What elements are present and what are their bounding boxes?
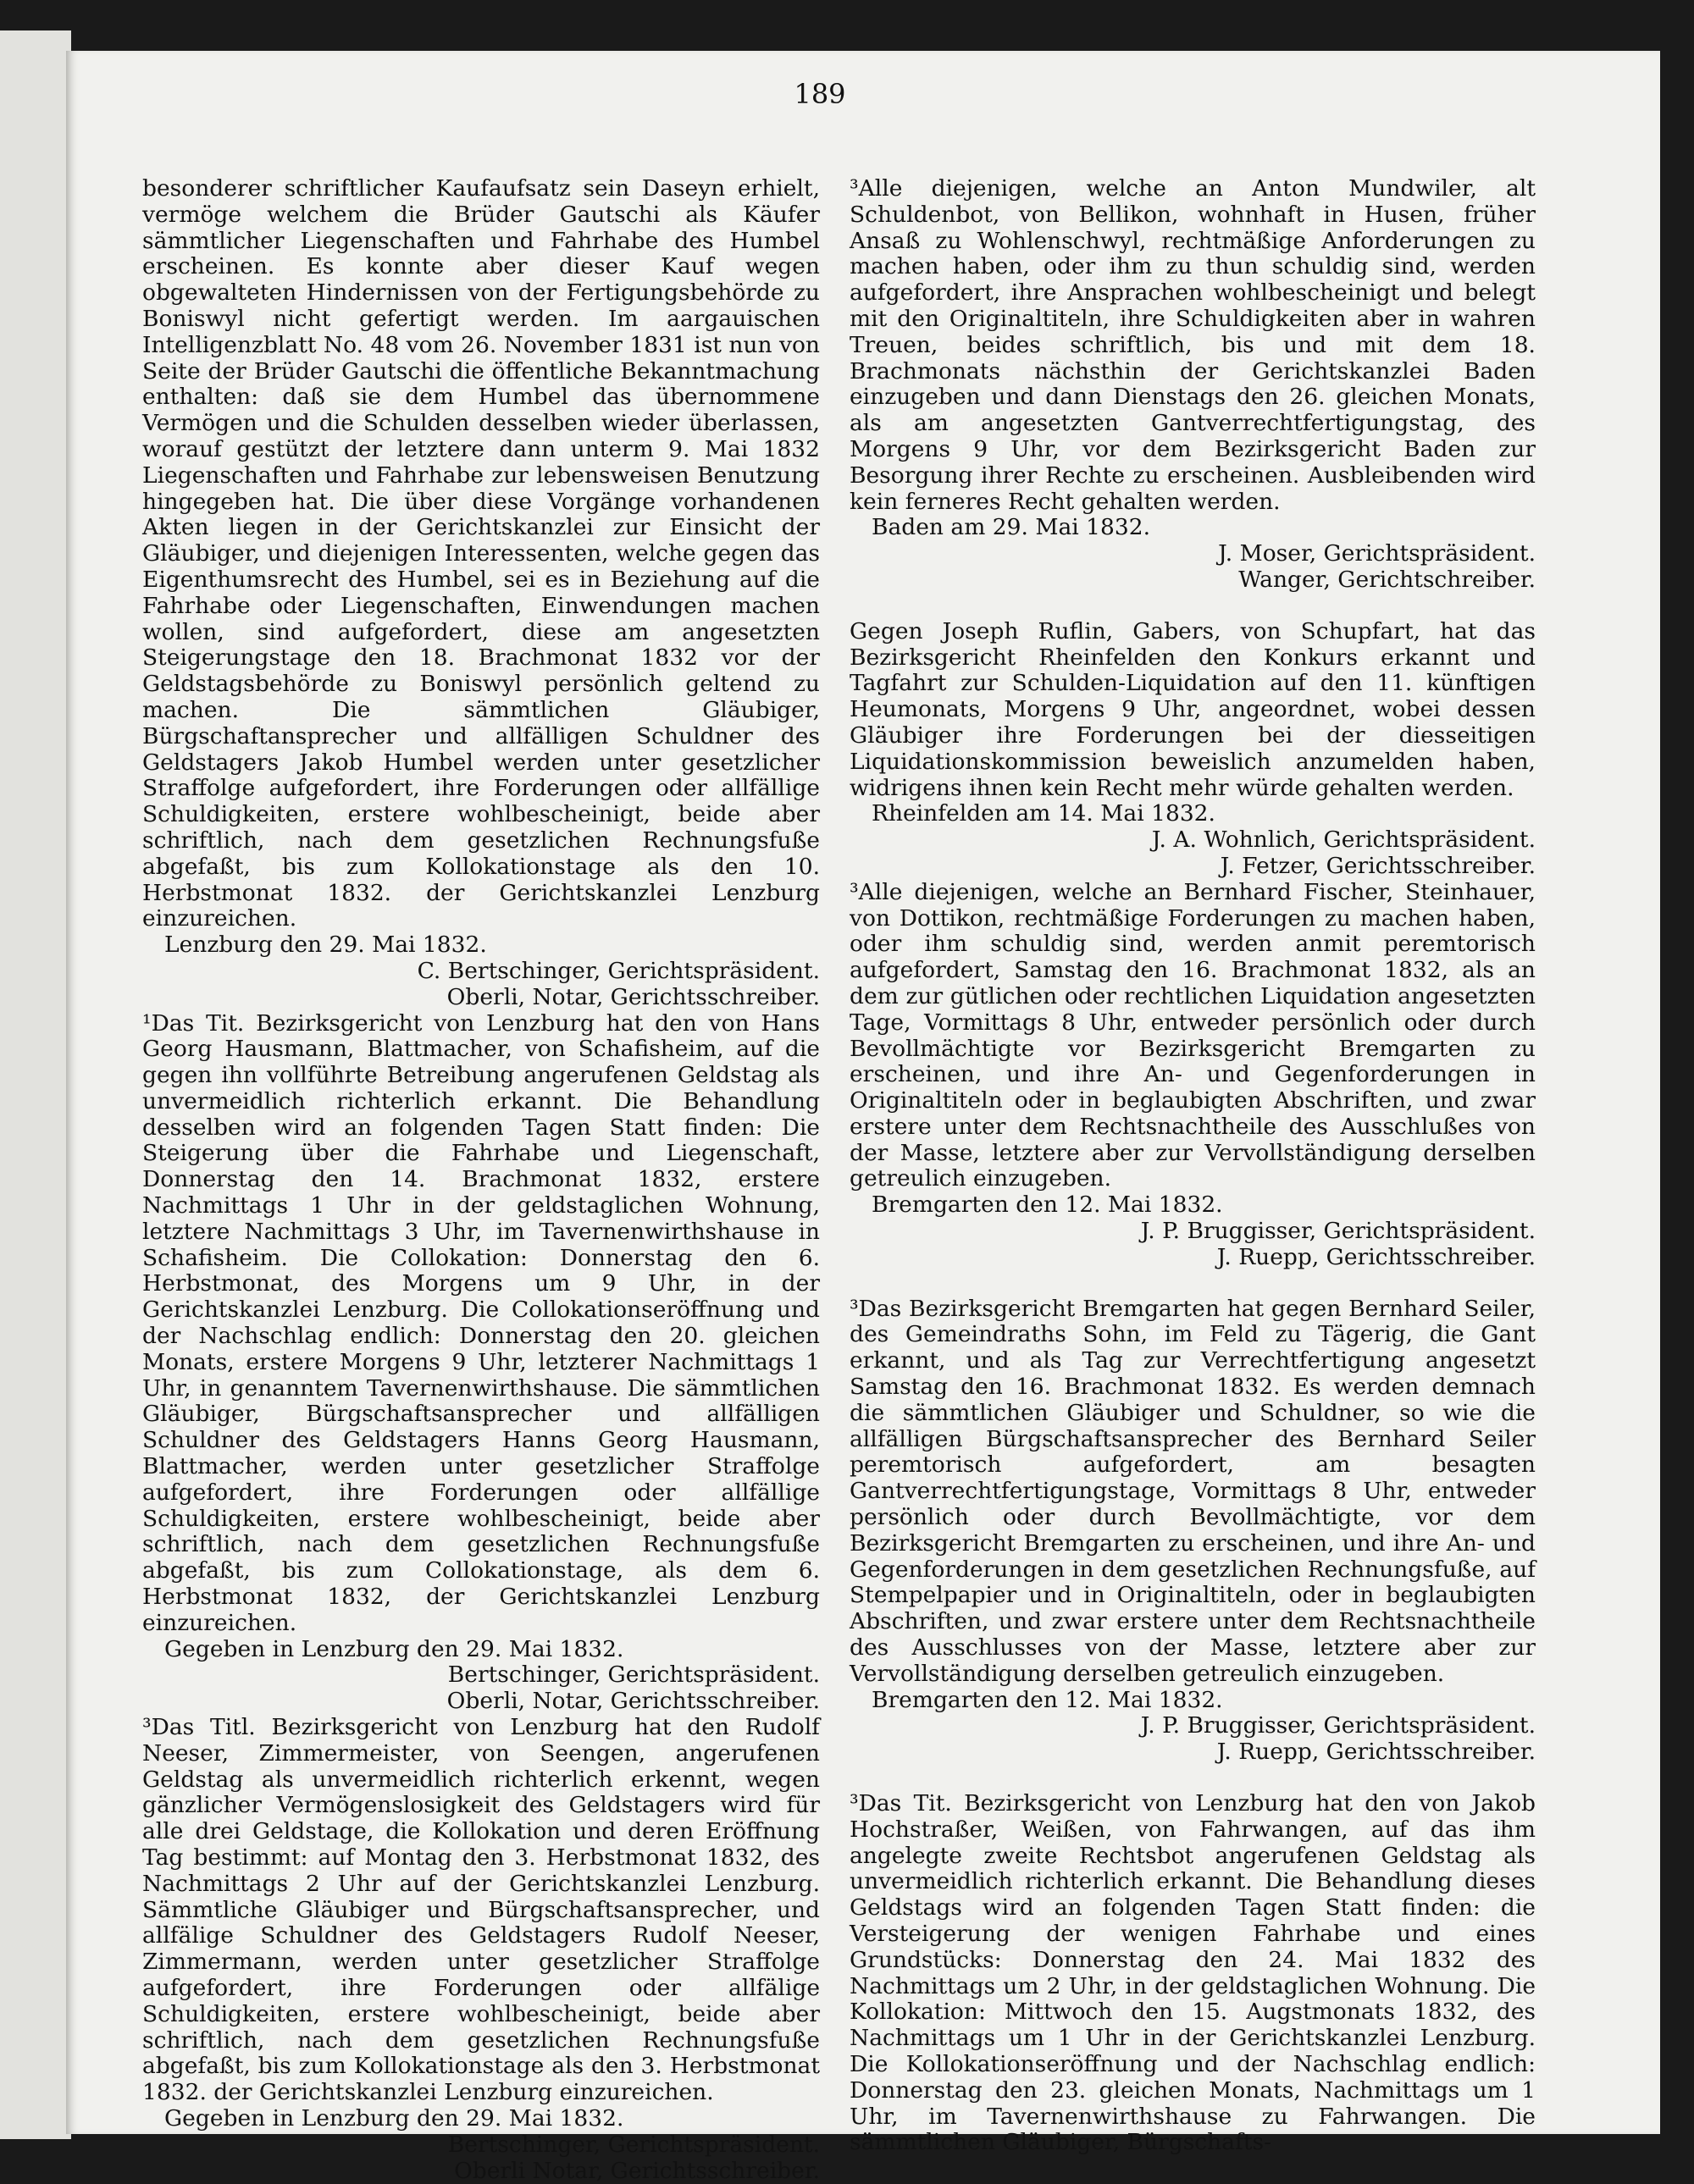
previous-page-edge xyxy=(0,30,71,2139)
notice-paragraph: ³Das Titl. Bezirksgericht von Lenzburg hat den Rudolf Neeser, Zimmermeister, von Seengen, angerufenen Geldstag als unvermeidlich richterlich erkennt, wegen gänzlicher Vermögenslosigkeit des Geldstagers wird für alle drei Geldstage, die Kollokation und deren Eröffnung Tag bestimmt: auf Montag den 3. Herbstmonat 1832, des Nachmittags 2 Uhr auf der Gerichtskanzlei Lenzburg. Sämmtliche Gläubiger und Bürgschaftsansprecher, und allfälige Schuldner des Geldstagers Rudolf Neeser, Zimmermann, werden unter gesetzlicher Straffolge aufgefordert, ihre Forderungen oder allfälige Schuldigkeiten, erstere wohlbescheinigt, beide aber schriftlich, nach dem gesetzlichen Rechnungsfuße abgefaßt, bis zum Kollokationstage als den 3. Herbstmonat 1832. der Gerichtskanzlei Lenzburg einzureichen. xyxy=(142,1714,820,2106)
scan-background xyxy=(0,0,1694,30)
signature-line: J. Ruepp, Gerichtsschreiber. xyxy=(1216,1739,1536,1766)
signature-line: Bertschinger, Gerichtspräsident. xyxy=(447,1661,820,1689)
signature-line: Oberli, Notar, Gerichtsschreiber. xyxy=(446,1688,820,1715)
signature-line: Oberli Notar, Gerichtsschreiber. xyxy=(454,2157,820,2184)
section-gap xyxy=(850,594,1536,619)
signature-line: J. Ruepp, Gerichtsschreiber. xyxy=(1216,1243,1536,1270)
date-line: Gegeben in Lenzburg den 29. Mai 1832. xyxy=(164,2104,624,2131)
date-line: Rheinfelden am 14. Mai 1832. xyxy=(872,800,1215,827)
signature-line: C. Bertschinger, Gerichtspräsident. xyxy=(417,957,820,984)
right-column xyxy=(850,176,1536,2156)
page-number: 189 xyxy=(794,78,846,110)
date-line: Baden am 29. Mai 1832. xyxy=(872,514,1151,541)
signature-line: Oberli, Notar, Gerichtsschreiber. xyxy=(446,983,820,1010)
date-line: Lenzburg den 29. Mai 1832. xyxy=(164,932,487,959)
signature-line: J. Fetzer, Gerichtsschreiber. xyxy=(1220,852,1536,879)
date-line: Bremgarten den 12. Mai 1832. xyxy=(872,1686,1223,1713)
notice-paragraph: besonderer schriftlicher Kaufaufsatz sein Daseyn erhielt, vermöge welchem die Brüder Gautschi als Käufer sämmtlicher Liegenschaften und Fahrhabe des Humbel erscheinen. Es konnte aber dieser Kauf wegen obgewalteten Hindernissen von der Fertigungsbehörde zu Boniswyl nicht gefertigt werden. Im aargauischen Intelligenzblatt No. 48 vom 26. November 1831 ist nun von Seite der Brüder Gautschi die öffentliche Bekanntmachung enthalten: daß sie dem Humbel das übernommene Vermögen und die Schulden desselben wieder überlassen, worauf gestützt der letztere dann unterm 9. Mai 1832 Liegenschaften und Fahrhabe zur lebensweisen Benutzung hingegeben hat. Die über diese Vorgänge vorhandenen Akten liegen in der Gerichtskanzlei zur Einsicht der Gläubiger, und diejenigen Interessenten, welche gegen das Eigenthumsrecht des Humbel, sei es in Beziehung auf die Fahrhabe oder Liegenschaften, Einwendungen machen wollen, sind aufgefordert, diese am angesetzten Steigerungstage den 18. Brachmonat 1832 vor der Geldstagsbehörde zu Boniswyl persönlich geltend zu machen. Die sämmtlichen Gläubiger, Bürgschaftansprecher und allfälligen Schuldner des Geldstagers Jakob Humbel werden unter gesetzlicher Straffolge aufgefordert, ihre Forderungen oder allfällige Schuldigkeiten, erstere wohlbescheinigt, beide aber schriftlich, nach dem gesetzlichen Rechnungsfuße abgefaßt, bis zum Kollokationstage als den 10. Herbstmonat 1832. der Gerichtskanzlei Lenzburg einzureichen. xyxy=(142,175,820,932)
left-column xyxy=(142,176,820,2184)
notice-paragraph: Gegen Joseph Ruflin, Gabers, von Schupfart, hat das Bezirksgericht Rheinfelden den Konkurs erkannt und Tagfahrt zur Schulden-Liquidation auf den 11. künftigen Heumonats, Morgens 9 Uhr, angeordnet, wobei dessen Gläubiger ihre Forderungen bei der diesseitigen Liquidationskommission beweislich anzumelden haben, widrigens ihnen kein Recht mehr würde gehalten werden. xyxy=(850,617,1536,801)
notice-paragraph: ³Das Bezirksgericht Bremgarten hat gegen Bernhard Seiler, des Gemeindraths Sohn, im Feld zu Tägerig, die Gant erkannt, und als Tag zur Verrechtfertigung angesetzt Samstag den 16. Brachmonat 1832. Es werden demnach die sämmtlichen Gläubiger und Schuldner, so wie die allfälligen Bürgschaftsansprecher des Bernhard Seiler peremtorisch aufgefordert, am besagten Gantverrechtfertigungstage, Vormittags 8 Uhr, entweder persönlich oder durch Bevollmächtigte, vor dem Bezirksgericht Bremgarten zu erscheinen, und ihre An- und Gegenforderungen in dem gesetzlichen Rechnungsfuße, auf Stempelpapier und in Originaltiteln, oder in beglaubigten Abschriften, und zwar erstere unter dem Rechtsnachtheile des Ausschlusses von der Masse, letztere aber zur Vervollständigung derselben getreulich einzugeben. xyxy=(850,1295,1536,1687)
date-line: Gegeben in Lenzburg den 29. Mai 1832. xyxy=(164,1635,624,1662)
signature-line: Bertschinger, Gerichtspräsident. xyxy=(447,2131,820,2158)
date-line: Bremgarten den 12. Mai 1832. xyxy=(872,1192,1223,1219)
notice-paragraph: ³Alle diejenigen, welche an Anton Mundwiler, alt Schuldenbot, von Bellikon, wohnhaft in Husen, früher Ansaß zu Wohlenschwyl, rechtmäßige Anforderungen zu machen haben, oder ihm zu thun schuldig sind, werden aufgefordert, ihre Ansprachen wohlbescheinigt und belegt mit den Originaltiteln, ihre Schuldigkeiten aber in wahren Treuen, beides schriftlich, bis und mit dem 18. Brachmonats nächsthin der Gerichtskanzlei Baden einzugeben und dann Dienstags den 26. gleichen Monats, als am angesetzten Gantverrechtfertigungstag, des Morgens 9 Uhr, vor dem Bezirksgericht Baden zur Besorgung ihrer Rechte zu erscheinen. Ausbleibenden wird kein ferneres Recht gehalten werden. xyxy=(850,175,1536,515)
signature-line: J. A. Wohnlich, Gerichtspräsident. xyxy=(1151,827,1536,854)
notice-paragraph: ³Das Tit. Bezirksgericht von Lenzburg hat den von Jakob Hochstraßer, Weißen, von Fahrwangen, auf das ihm angelegte zweite Rechtsbot angerufenen Geldstag als unvermeidlich richterlich erkannt. Die Behandlung dieses Geldstags wird an folgenden Tagen Statt finden: die Versteigerung der wenigen Fahrhabe und eines Grundstücks: Donnerstag den 24. Mai 1832 des Nachmittags um 2 Uhr, in der geldstaglichen Wohnung. Die Kollokation: Mittwoch den 15. Augstmonats 1832, des Nachmittags um 1 Uhr in der Gerichtskanzlei Lenzburg. Die Kollokationseröffnung und der Nachschlag endlich: Donnerstag den 23. gleichen Monats, Nachmittags um 1 Uhr, im Tavernenwirthshause zu Fahrwangen. Die sämmtlichen Gläubiger, Bürgschafts- xyxy=(850,1790,1536,2156)
signature-line: J. P. Bruggisser, Gerichtspräsident. xyxy=(1140,1712,1536,1739)
notice-paragraph: ¹Das Tit. Bezirksgericht von Lenzburg hat den von Hans Georg Hausmann, Blattmacher, von Schafisheim, auf die gegen ihn vollführte Betreibung angerufenen Geldstag als unvermeidlich richterlich erkannt. Die Behandlung desselben wird an folgenden Tagen Statt finden: Die Steigerung über die Fahrhabe und Liegenschaft, Donnerstag den 14. Brachmonat 1832, erstere Nachmittags 1 Uhr in der geldstaglichen Wohnung, letztere Nachmittags 3 Uhr, im Tavernenwirthshause in Schafisheim. Die Collokation: Donnerstag den 6. Herbstmonat, des Morgens um 9 Uhr, in der Gerichtskanzlei Lenzburg. Die Collokationseröffnung und der Nachschlag endlich: Donnerstag den 20. gleichen Monats, erstere Morgens 9 Uhr, letzterer Nachmittags 1 Uhr, in genanntem Tavernenwirthshause. Die sämmtlichen Gläubiger, Bürgschaftsansprecher und allfälligen Schuldner des Geldstagers Hanns Georg Hausmann, Blattmacher, werden unter gesetzlicher Straffolge aufgefordert, ihre Forderungen oder allfällige Schuldigkeiten, erstere wohlbescheinigt, beide aber schriftlich, nach dem gesetzlichen Rechnungsfuße abgefaßt, bis zum Collokationstage, als dem 6. Herbstmonat 1832, der Gerichtskanzlei Lenzburg einzureichen. xyxy=(142,1009,820,1636)
signature-line: J. Moser, Gerichtspräsident. xyxy=(1218,540,1536,567)
section-gap xyxy=(850,1271,1536,1297)
signature-line: Wanger, Gerichtschreiber. xyxy=(1238,566,1536,593)
section-gap xyxy=(850,1766,1536,1791)
signature-line: J. P. Bruggisser, Gerichtspräsident. xyxy=(1140,1218,1536,1245)
notice-paragraph: ³Alle diejenigen, welche an Bernhard Fischer, Steinhauer, von Dottikon, rechtmäßige Forderungen zu machen haben, oder ihm schuldig sind, werden anmit peremtorisch aufgefordert, Samstag den 16. Brachmonat 1832, als an dem zur gütlichen oder rechtlichen Liquidation angesetzten Tage, Vormittags 8 Uhr, entweder persönlich oder durch Bevollmächtigte vor Bezirksgericht Bremgarten zu erscheinen, und ihre An- und Gegenforderungen in Originaltiteln oder in beglaubigten Abschriften, und zwar erstere unter dem Rechtsnachtheile des Ausschlußes von der Masse, letztere aber zur Vervollständigung derselben getreulich einzugeben. xyxy=(850,878,1536,1192)
